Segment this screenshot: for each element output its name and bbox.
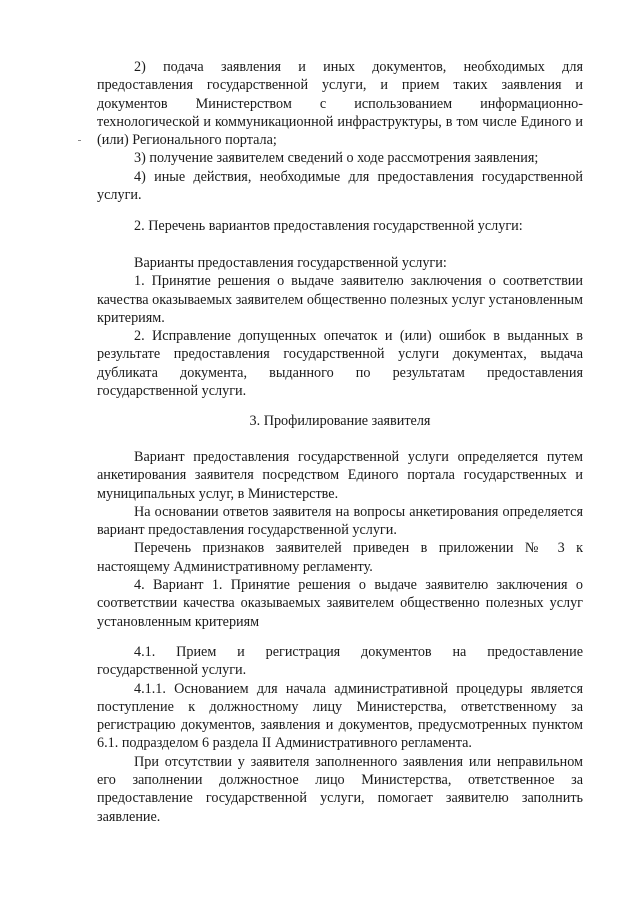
item-4-1-1-note: При отсутствии у заявителя заполненного заявления или неправильном его заполнении должностное лицо Министерства, ответственное за предоставление государственной услуги, помогает заявителю заполнить заявление.: [97, 753, 583, 825]
profiling-paragraph-2: На основании ответов заявителя на вопросы анкетирования определяется вариант предоставления государственной услуги.: [97, 503, 583, 539]
variants-intro: Варианты предоставления государственной услуги:: [134, 255, 447, 271]
section-3-heading-block: [97, 412, 583, 430]
paragraph-item-4: 4) иные действия, необходимые для предоставления государственной услуги.: [97, 168, 583, 204]
variant-1: 1. Принятие решения о выдаче заявителю заключения о соответствии качества оказываемых заявителем общественно полезных услуг установленным критериям.: [97, 273, 583, 326]
list-block-4: [97, 643, 583, 826]
section-2-heading: 2. Перечень вариантов предоставления государственной услуги:: [134, 218, 523, 234]
variant-1-heading: 4. Вариант 1. Принятие решения о выдаче заявителю заключения о соответствии качества оказываемых заявителем общественно полезных услуг установленным критериям: [97, 577, 583, 630]
profiling-paragraph-1: Вариант предоставления государственной услуги определяется путем анкетирования заявителя посредством Единого портала государственных и муниципальных услуг, в Министерстве.: [97, 449, 583, 502]
margin-mark: [78, 140, 81, 141]
item-4-1: 4.1. Прием и регистрация документов на предоставление государственной услуги.: [97, 644, 583, 679]
list-block-1: [97, 58, 583, 204]
paragraph-item-3: 3) получение заявителем сведений о ходе рассмотрения заявления;: [134, 150, 539, 167]
section-3-heading: 3. Профилирование заявителя: [249, 413, 431, 429]
item-4-1-1: 4.1.1. Основанием для начала административной процедуры является поступление к должностному лицу Министерства, ответственному за регистрацию документов, заявления и документов, предусмотренных пунктом 6.1. подразделом 6 раздела II Административного регламента.: [97, 680, 583, 752]
variant-2: 2. Исправление допущенных опечаток и (или) ошибок в выданных в результате предоставления государственной услуги документах, выдача дубликата документа, выданного по результатам предоставления государственной услуги.: [97, 328, 583, 400]
paragraph-item-2: 2) подача заявления и иных документов, необходимых для предоставления государственной услуги, и прием таких заявления и документов Министерством с использованием информационно-технологической и коммуникационной инфраструктуры, в том числе Единого и (или) Регионального портала;: [97, 59, 583, 149]
list-block-2: [97, 254, 583, 400]
list-block-3: [97, 448, 583, 631]
section-2-heading-block: [97, 217, 583, 235]
profiling-paragraph-3: Перечень признаков заявителей приведен в приложении № 3 к настоящему Административному регламенту.: [97, 540, 583, 575]
